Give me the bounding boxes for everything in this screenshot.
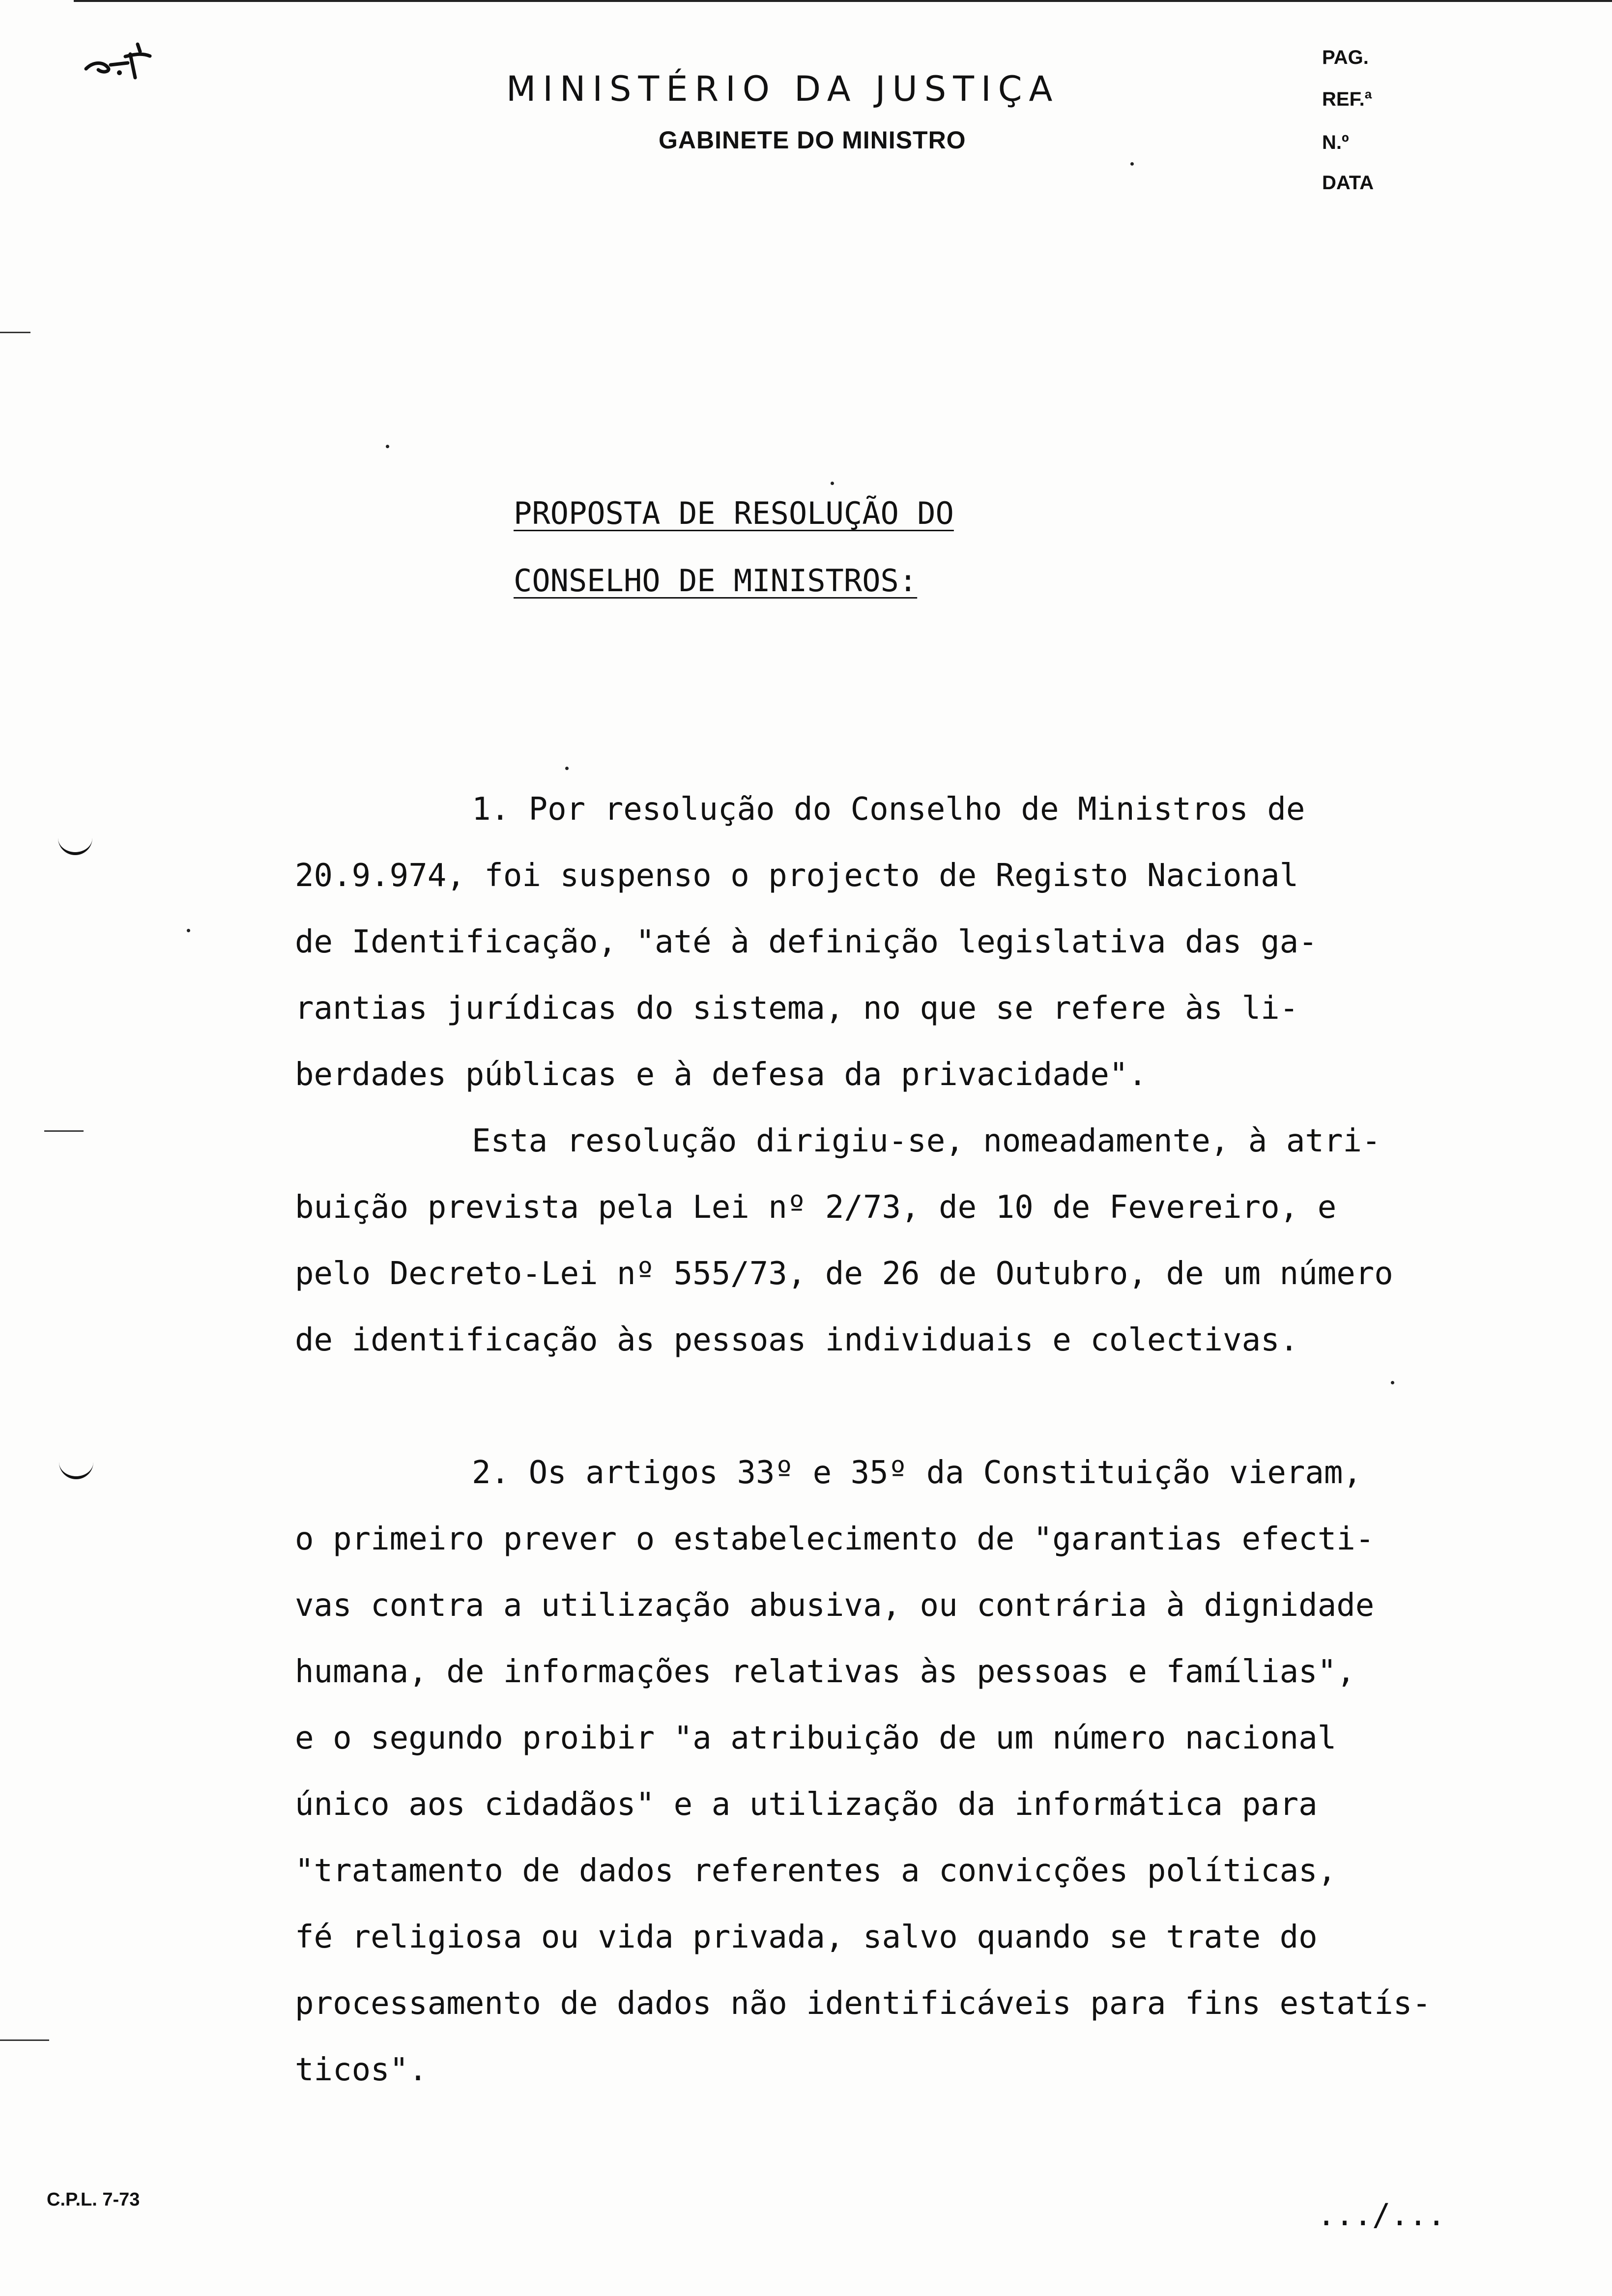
paragraph-line: buição prevista pela Lei nº 2/73, de 10 de Fevereiro, e bbox=[295, 1189, 1337, 1226]
handwritten-mark-icon bbox=[81, 39, 179, 84]
paragraph-line: rantias jurídicas do sistema, no que se refere às li- bbox=[295, 990, 1299, 1027]
scan-speck bbox=[1130, 162, 1134, 166]
scan-speck bbox=[831, 482, 834, 485]
meta-date-label: DATA bbox=[1322, 172, 1374, 194]
paragraph-line: Esta resolução dirigiu-se, nomeadamente, à atri- bbox=[472, 1123, 1381, 1159]
scan-speck bbox=[565, 767, 569, 770]
document-heading-line-2: CONSELHO DE MINISTROS: bbox=[514, 563, 918, 599]
ministry-title: MINISTÉRIO DA JUSTIÇA bbox=[506, 69, 1060, 109]
paragraph-line: o primeiro prever o estabelecimento de "garantias efecti- bbox=[295, 1521, 1375, 1557]
margin-dash bbox=[0, 332, 30, 333]
paragraph-line: berdades públicas e à defesa da privacidade". bbox=[295, 1057, 1147, 1093]
paragraph-line: único aos cidadãos" e a utilização da informática para bbox=[295, 1786, 1318, 1823]
punch-hole-mark bbox=[59, 1460, 93, 1479]
paragraph-line: 1. Por resolução do Conselho de Ministros de bbox=[472, 791, 1305, 828]
paragraph-1 bbox=[295, 776, 1524, 1108]
document-heading-line-1: PROPOSTA DE RESOLUÇÃO DO bbox=[514, 495, 954, 531]
paragraph-line: de identificação às pessoas individuais e colectivas. bbox=[295, 1322, 1299, 1358]
paragraph-line: processamento de dados não identificáveis para fins estatís- bbox=[295, 1985, 1431, 2022]
meta-reference-label: REF.ª bbox=[1322, 88, 1372, 110]
scan-speck bbox=[1391, 1381, 1394, 1384]
paragraph-line: e o segundo proibir "a atribuição de um número nacional bbox=[295, 1720, 1337, 1756]
paragraph-line: de Identificação, "até à definição legislativa das ga- bbox=[295, 924, 1318, 960]
form-code: C.P.L. 7-73 bbox=[47, 2189, 140, 2210]
paragraph-line: 20.9.974, foi suspenso o projecto de Registo Nacional bbox=[295, 858, 1299, 894]
scan-speck bbox=[386, 445, 389, 448]
paragraph-line: humana, de informações relativas às pessoas e famílias", bbox=[295, 1654, 1355, 1690]
paragraph-line: pelo Decreto-Lei nº 555/73, de 26 de Outubro, de um número bbox=[295, 1256, 1393, 1292]
scan-speck bbox=[187, 929, 190, 932]
meta-page-label: PAG. bbox=[1322, 47, 1369, 68]
paragraph-line: "tratamento de dados referentes a convicções políticas, bbox=[295, 1853, 1337, 1889]
margin-dash bbox=[44, 1130, 84, 1132]
continuation-mark: .../... bbox=[1317, 2197, 1446, 2233]
meta-number-label: N.º bbox=[1322, 132, 1349, 153]
top-rule bbox=[74, 0, 1612, 2]
punch-hole-mark bbox=[58, 835, 92, 855]
paragraph-line: ticos". bbox=[295, 2052, 428, 2088]
paragraph-line: vas contra a utilização abusiva, ou contrária à dignidade bbox=[295, 1587, 1375, 1624]
paragraph-2 bbox=[295, 1108, 1524, 1374]
paragraph-line: fé religiosa ou vida privada, salvo quando se trate do bbox=[295, 1919, 1318, 1955]
paragraph-3 bbox=[295, 1440, 1524, 2103]
office-subtitle: GABINETE DO MINISTRO bbox=[659, 126, 966, 154]
paragraph-line: 2. Os artigos 33º e 35º da Constituição vieram, bbox=[472, 1455, 1362, 1491]
margin-dash bbox=[0, 2039, 49, 2041]
